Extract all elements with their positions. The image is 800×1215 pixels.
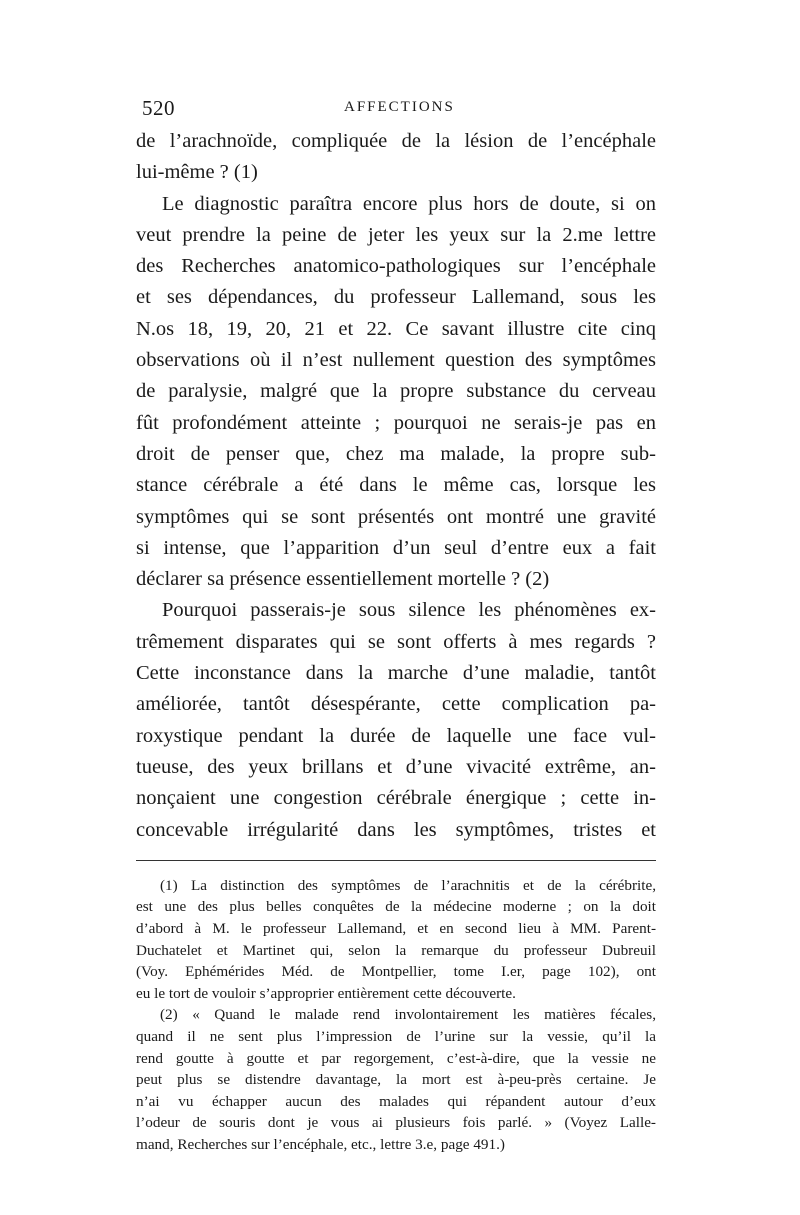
running-head [136,96,656,126]
text-line: veut prendre la peine de jeter les yeux sur la 2.me lettre [136,223,656,246]
footnote-line: (Voy. Ephémérides Méd. de Montpellier, tome I.er, page 102), ont [136,963,656,981]
text-line: des Recherches anatomico-pathologiques sur l’encéphale [136,255,656,278]
text-line: et ses dépendances, du professeur Lallemand, sous les [136,286,656,309]
footnote-line: l’odeur de souris dont je vous ai plusieurs fois parlé. » (Voyez Lalle- [136,1114,656,1132]
book-page [136,96,656,1156]
footnote-line: Duchatelet et Martinet qui, selon la remarque du professeur Dubreuil [136,941,656,959]
text-line: de paralysie, malgré que la propre substance du cerveau [136,380,656,403]
text-line: Le diagnostic paraîtra encore plus hors de doute, si on [162,192,656,215]
footnote-line: n’ai vu échapper aucun des malades qui répandent autour d’eux [136,1092,656,1110]
text-line: roxystique pendant la durée de laquelle une face vul- [136,724,656,747]
text-line: trêmement disparates qui se sont offerts à mes regards ? [136,630,656,653]
main-text [136,126,656,846]
text-line: lui-même ? (1) [136,161,258,184]
text-line: nonçaient une congestion cérébrale énergique ; cette in- [136,787,656,810]
text-line: droit de penser que, chez ma malade, la propre sub- [136,442,656,465]
footnote-line: mand, Recherches sur l’encéphale, etc., lettre 3.e, page 491.) [136,1135,505,1153]
page-number: 520 [142,96,175,120]
text-line: tueuse, des yeux brillans et d’une vivacité extrême, an- [136,755,656,778]
text-line: symptômes qui se sont présentés ont montré une gravité [136,505,656,528]
text-line: Pourquoi passerais-je sous silence les phénomènes ex- [162,599,656,622]
footnote-line: d’abord à M. le professeur Lallemand, et en second lieu à MM. Parent- [136,920,656,938]
footnote-line: (2) « Quand le malade rend involontairement les matières fécales, [160,1006,656,1024]
footnote-line: est une des plus belles conquêtes de la médecine moderne ; on la doit [136,898,656,916]
text-line: N.os 18, 19, 20, 21 et 22. Ce savant illustre cite cinq [136,317,656,340]
footnote-line: quand il ne sent plus l’impression de l’urine sur la vessie, qu’il la [136,1027,656,1045]
text-line: si intense, que l’apparition d’un seul d’entre eux a fait [136,536,656,559]
text-line: déclarer sa présence essentiellement mortelle ? (2) [136,568,550,591]
text-line: stance cérébrale a été dans le même cas, lorsque les [136,474,656,497]
text-line: fût profondément atteinte ; pourquoi ne serais-je pas en [136,411,656,434]
text-line: améliorée, tantôt désespérante, cette complication pa- [136,693,656,716]
footnote-divider [136,860,656,861]
text-line: concevable irrégularité dans les symptômes, tristes et [136,818,656,841]
text-line: Cette inconstance dans la marche d’une maladie, tantôt [136,662,656,685]
footnote-line: peut plus se distendre davantage, la mort est à-peu-près certaine. Je [136,1071,656,1089]
footnote-line: (1) La distinction des symptômes de l’arachnitis et de la cérébrite, [160,876,656,894]
running-title: AFFECTIONS [344,99,455,115]
text-line: observations où il n’est nullement question des symptômes [136,349,656,372]
footnotes [136,875,656,1156]
footnote-line: eu le tort de vouloir s’approprier entièrement cette découverte. [136,984,516,1002]
footnote-line: rend goutte à goutte et par regorgement, c’est-à-dire, que la vessie ne [136,1049,656,1067]
text-line: de l’arachnoïde, compliquée de la lésion de l’encéphale [136,130,656,152]
